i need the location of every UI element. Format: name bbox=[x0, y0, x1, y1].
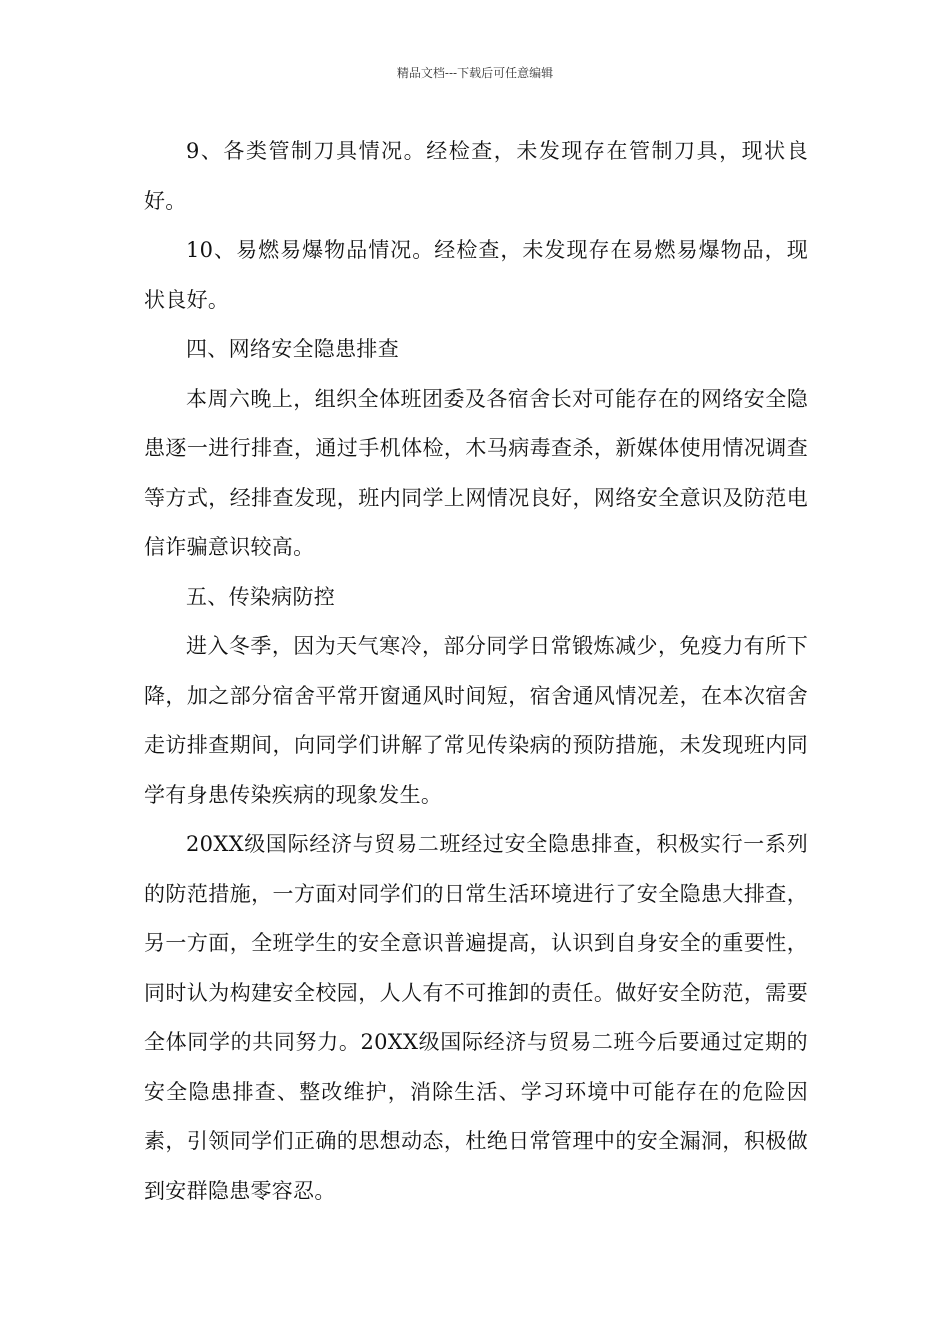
paragraph-flammables: 10、易燃易爆物品情况。经检查，未发现存在易燃易爆物品，现状良好。 bbox=[144, 238, 808, 312]
paragraph-conclusion: 20XX级国际经济与贸易二班经过安全隐患排查，积极实行一系列的防范措施，一方面对同学们的日常生活环境进行了安全隐患大排查，另一方面，全班学生的安全意识普遍提高，认识到自身安全的重要性，同时认为构建安全校园，人人有不可推卸的责任。做好安全防范，需要全体同学的共同努力。20XX级国际经济与贸易二班今后要通过定期的安全隐患排查、整改维护，消除生活、学习环境中可能存在的危险因素，引领同学们正确的思想动态，杜绝日常管理中的安全漏洞，积极做到安群隐患零容忍。 bbox=[144, 832, 808, 1203]
section-heading-disease-prevention: 五、传染病防控 bbox=[186, 584, 336, 609]
paragraph-disease-prevention: 进入冬季，因为天气寒冷，部分同学日常锻炼减少，免疫力有所下降，加之部分宿舍平常开窗通风时间短，宿舍通风情况差，在本次宿舍走访排查期间，向同学们讲解了常见传染病的预防措施，未发现班内同学有身患传染疾病的现象发生。 bbox=[144, 634, 808, 807]
document-body bbox=[144, 127, 808, 1216]
section-heading-network-security: 四、网络安全隐患排查 bbox=[186, 337, 399, 361]
page-header: 精品文档---下载后可任意编辑 bbox=[396, 66, 554, 80]
paragraph-network-security: 本周六晚上，组织全体班团委及各宿舍长对可能存在的网络安全隐患逐一进行排查，通过手机体检，木马病毒查杀，新媒体使用情况调查等方式，经排查发现，班内同学上网情况良好，网络安全意识及防范电信诈骗意识较高。 bbox=[144, 386, 808, 559]
paragraph-knives: 9、各类管制刀具情况。经检查，未发现存在管制刀具，现状良好。 bbox=[144, 139, 808, 213]
